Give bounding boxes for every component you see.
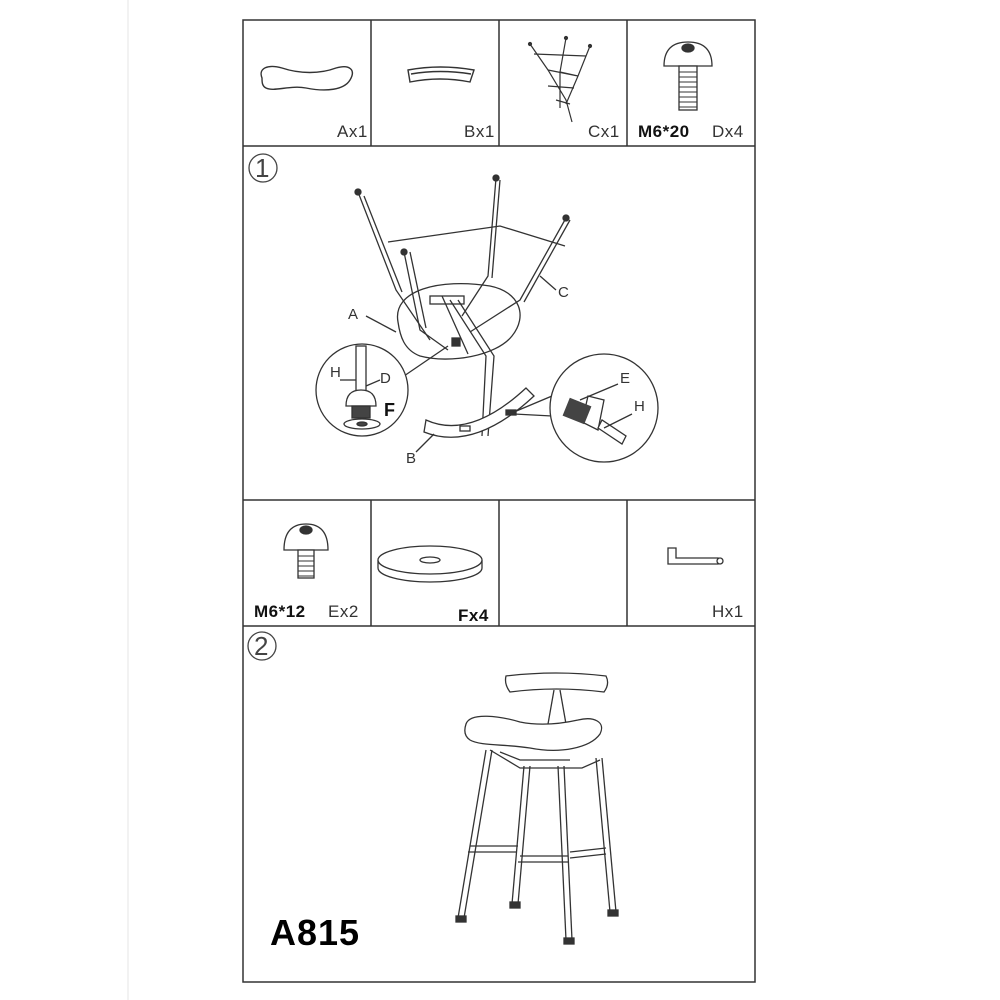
part-b-backrest-drawing [408, 67, 474, 82]
part-f-label: Fx4 [458, 606, 489, 625]
step-2-number: 2 [254, 631, 269, 661]
part-h-hex-key-drawing [668, 548, 723, 564]
callout-f: F [384, 400, 395, 420]
step-2-stool-drawing [456, 673, 618, 944]
callout-e: E [620, 370, 631, 387]
part-d-label: Dx4 [712, 122, 744, 141]
part-d-screw-drawing [664, 42, 712, 110]
sheet-grid [243, 20, 755, 982]
callout-d: D [380, 370, 391, 387]
part-f-washer-drawing [378, 546, 482, 582]
part-c-frame-drawing [529, 37, 592, 123]
callout-b: B [406, 450, 417, 467]
callout-a: A [348, 306, 359, 323]
step-1-number: 1 [255, 153, 270, 183]
part-e-label: Ex2 [328, 602, 359, 621]
part-c-label: Cx1 [588, 122, 620, 141]
callout-h-left: H [330, 364, 341, 381]
part-e-screw-drawing [284, 524, 328, 578]
part-h-label: Hx1 [712, 602, 744, 621]
callout-c: C [558, 284, 569, 301]
part-a-seat-drawing [261, 66, 352, 89]
part-e-size: M6*12 [254, 602, 306, 621]
part-d-size: M6*20 [638, 122, 690, 141]
part-a-label: Ax1 [337, 122, 368, 141]
callout-h-right: H [634, 398, 645, 415]
step-1-detail-left [316, 344, 408, 436]
model-number: A815 [270, 912, 361, 953]
part-b-label: Bx1 [464, 122, 495, 141]
